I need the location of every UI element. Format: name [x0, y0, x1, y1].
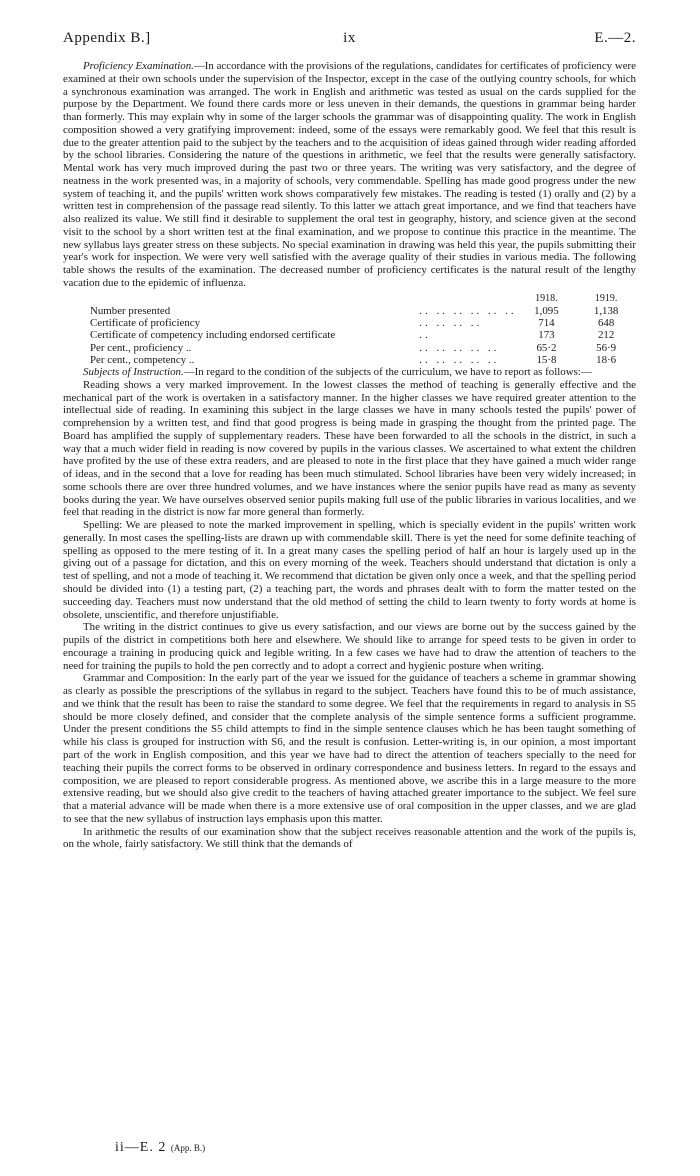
- spelling-paragraph: Spelling: We are pleased to note the marked improvement in spelling, which is specially evident in the pupils' written work generally. In most cases the spelling-lists are drawn up with commendable skill. There is yet the need for some definite teaching of spelling as opposed to the mere testing of it. In a great many cases the spelling period of half an hour is largely used up in the giving out of a passage for dictation, and this on every morning of the week. Teachers should understand that dictation is only a test of spelling, and not a mode of teaching it. We recommend that dictation be given only once a week, and that the spelling period should be divided into (1) a testing part, (2) a teaching part, the words and phrases dealt with to form the matter tested on the succeeding day. Teachers must now understand that the old method of setting the child to learn twenty to forty words at home is obsolete, unscientific, and therefore unjustifiable.: [63, 519, 636, 621]
- value-1918: 173: [538, 329, 555, 342]
- arithmetic-paragraph: In arithmetic the results of our examination show that the subject receives reasonable attention and the work of the pupils is, on the whole, fairly satisfactory. We still think that the demands of: [63, 825, 636, 851]
- value-1918: 65·2: [536, 341, 557, 354]
- grammar-paragraph: Grammar and Composition: In the early part of the year we issued for the guidance of teachers a scheme in grammar showing as clearly as possible the prescriptions of the syllabus in regard to the subject. Teachers have found this to be of much assistance, and we think that the result has been to raise the standard to some degree. We feel that the requirements in regard to analysis in S5 should be more closely defined, and consider that the complete analysis of the simple sentence forms a sufficient programme. Under the present conditions the S5 child attempts to find in the simple sentence clauses which he has been taught something of while his class is grouped for instruction with S6, and the result is confusion. Letter-writing is, in our opinion, a most important part of the work in English composition, and this year we have had to direct the attention of teachers specially to the need for teaching their pupils the correct forms to be observed in ordinary correspondence and business letters. In regard to the essays and composition, we are pleased to report considerable progress. As mentioned above, we ascribe this in a large measure to the more extensive reading, but we should also give credit to the teachers of having attached greater importance to the subject. We feel sure that a material advance will be made when there is a more extensive use of oral composition in the upper classes, and we are glad to see that the new syllabus of instruction lays emphasis upon this matter.: [63, 672, 636, 825]
- table-row: [90, 342, 636, 354]
- footer-appendix-note: (App. B.): [170, 1143, 206, 1153]
- row-leader: ..: [419, 329, 431, 342]
- value-1918: 1,095: [534, 304, 559, 317]
- row-label: Number presented: [90, 304, 171, 317]
- header-page-number: ix: [343, 30, 356, 46]
- value-1919: 212: [597, 329, 615, 342]
- row-label: Per cent., proficiency ..: [90, 341, 192, 354]
- results-table: [90, 293, 636, 366]
- header-report-code: E.—2.: [594, 30, 636, 46]
- results-table-header: [90, 293, 636, 305]
- table-row: [90, 329, 636, 341]
- value-1918: 714: [538, 317, 555, 330]
- row-label: Per cent., competency ..: [90, 353, 195, 366]
- table-row: [90, 305, 636, 317]
- value-1919: 1,138: [593, 304, 619, 317]
- page-body: [63, 60, 636, 851]
- value-1918: 15·8: [536, 353, 557, 366]
- page-footer: [115, 1140, 205, 1156]
- subjects-text: —In regard to the condition of the subjects of the curriculum, we have to report as follows:—: [183, 366, 592, 378]
- subjects-paragraph: [63, 366, 636, 379]
- subjects-heading: Subjects of Instruction.: [83, 366, 184, 378]
- header-appendix: Appendix B.]: [63, 30, 151, 46]
- writing-paragraph: The writing in the district continues to give us every satisfaction, and our views are borne out by the success gained by the pupils of the district in competitions both here and elsewhere. We should like to arrange for speed tests to be given in order to encourage a training in producing quick and legible writing. In a few cases we have had to draw the attention of teachers to the need for training the pupils to hold the pen correctly and to adopt a correct and hygienic posture when writing.: [63, 621, 636, 672]
- proficiency-heading: Proficiency Examination.: [83, 60, 194, 72]
- value-1919: 18·6: [596, 353, 617, 366]
- row-leader: .. .. .. ..: [419, 317, 483, 330]
- value-1919: 56·9: [596, 341, 617, 354]
- row-leader: .. .. .. .. ..: [419, 353, 500, 366]
- year-1919-header: 1919.: [594, 292, 618, 304]
- row-leader: .. .. .. .. .. ..: [419, 304, 517, 317]
- row-label: Certificate of competency including endorsed certificate: [90, 329, 336, 342]
- table-row: [90, 354, 636, 366]
- row-label: Certificate of proficiency: [90, 317, 201, 330]
- table-row: [90, 317, 636, 329]
- proficiency-text: —In accordance with the provisions of the regulations, candidates for certificates of proficiency were examined at their own schools under the supervision of the Inspector, except in the case of the outlying country schools, for which a synchronous examination was arranged. The work in English and arithmetic was tested as usual on the cards supplied for the purpose by the Department. We found there cards more or less uneven in their demands, the questions in grammar being harder than formerly. This may explain why in some of the larger schools the grammar was of disappointing quality. The work in English composition showed a very gratifying improvement: indeed, some of the essays were remarkably good. We feel that this result is due to the greater attention paid to the subject by the teachers and to the acquisition of ideas gained through wider reading afforded by the school libraries. Considering the nature of the questions in arithmetic, we feel that the results were generally satisfactory. Mental work has very much improved during the past two or three years. The writing was very satisfactory, and the degree of neatness in the work presented was, in a majority of schools, very commendable. Spelling has made good progress under the new system of teaching it, and the pupils' written work shows comparatively few mistakes. The reading is tested (1) orally and (2) by a written test in comprehension of the passage read silently. To this latter we attach great importance, and we find that teachers have also realized its value. We still find it desirable to supplement the oral test in geography, history, and science given at the second visit to the school by a short written test at the final examination, and we propose to continue this practice in the meantime. The new syllabus lays greater stress on these subjects. No special examination in drawing was held this year, the pupils submitting their year's work for inspection. We were very well satisfied with the average quality of their studies in various media. The following table shows the results of the examination. The decreased number of proficiency certificates is the natural result of the lengthy vacation due to the epidemic of influenza.: [63, 60, 636, 290]
- proficiency-paragraph: [63, 60, 636, 290]
- footer-signature: ii—E. 2: [115, 1140, 167, 1155]
- row-leader: .. .. .. .. ..: [419, 341, 500, 354]
- reading-paragraph: Reading shows a very marked improvement. In the lowest classes the method of teaching is generally effective and the mechanical part of the work is overtaken in a satisfactory manner. In the higher classes we have required greater attention to the intellectual side of reading. In examining this subject in the large classes we have in many schools tested the pupils' power of comprehension by a written test, and find that good progress is being made in grasping the thought from the printed page. The Board has amplified the supply of supplementary readers. These have been forwarded to all the schools in the district, in such a way that a much wider field in reading is now covered by pupils in the various classes. We ascertained to what extent the children have profited by the use of these extra readers, and are pleased to note in the first place that they have gained a much wider range of ideas, and in the second that a love for reading has been much stimulated. School libraries have been very widely increased; in some schools there are over three hundred volumes, and we have instances where the senior pupils have read as many as seventy books during the year. We have ourselves observed senior pupils making full use of the public libraries in various localities, and we feel that reading in the district is now far more general than formerly.: [63, 378, 636, 519]
- year-1918-header: 1918.: [535, 292, 558, 304]
- page-header: [63, 30, 636, 52]
- value-1919: 648: [597, 317, 615, 330]
